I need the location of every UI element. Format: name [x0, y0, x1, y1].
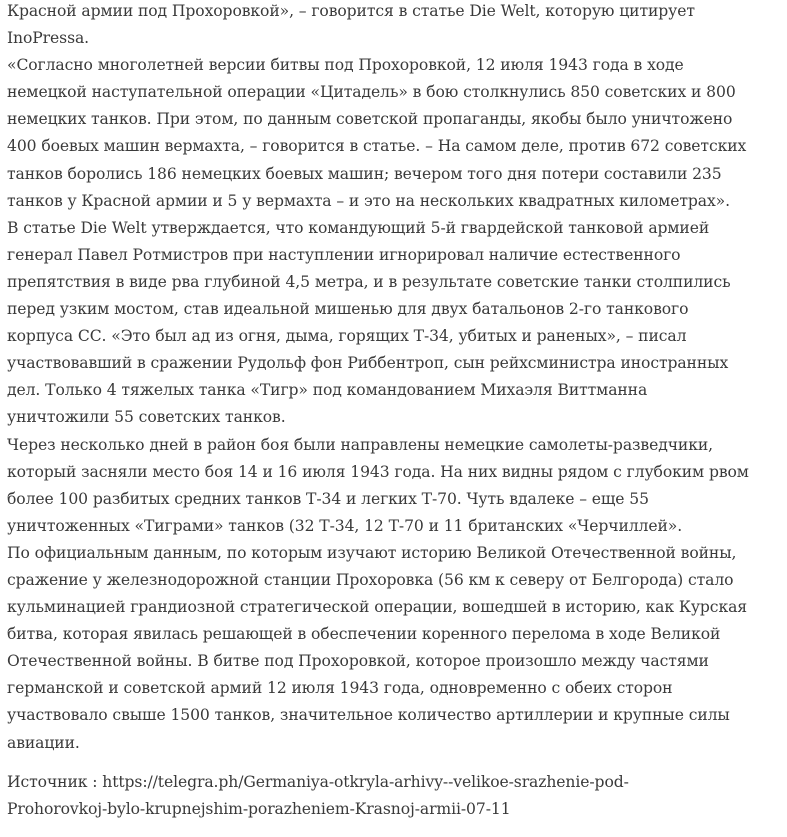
text-line: сражение у железнодорожной станции Прохоровка (56 км к северу от Белгорода) стало	[7, 570, 734, 589]
text-line: дел. Только 4 тяжелых танка «Тигр» под командованием Михаэля Виттманна	[7, 381, 648, 400]
text-line: генерал Павел Ротмистров при наступлении игнорировал наличие естественного	[7, 245, 681, 264]
text-line: танков у Красной армии и 5 у вермахта – и это на нескольких квадратных километрах».	[7, 191, 730, 210]
text-line: уничтожили 55 советских танков.	[7, 408, 286, 427]
text-line: InoPressa.	[7, 29, 90, 48]
source-line[interactable]: Источник : https://telegra.ph/Germaniya-otkryla-arhivy--velikoe-srazhenie-pod-	[7, 772, 629, 791]
text-line: более 100 разбитых средних танков Т-34 и легких Т-70. Чуть вдалеке – еще 55	[7, 489, 649, 508]
text-line: перед узким мостом, став идеальной мишенью для двух батальонов 2-го танкового	[7, 300, 689, 319]
text-line: корпуса СС. «Это был ад из огня, дыма, горящих Т-34, убитых и раненых», – писал	[7, 327, 687, 346]
source-line[interactable]: Prohorovkoj-bylo-krupnejshim-porazheniem-Krasnoj-armii-07-11	[7, 799, 511, 818]
text-line: битва, которая явилась решающей в обеспечении коренного перелома в ходе Великой	[7, 625, 721, 644]
text-line: танков боролись 186 немецких боевых машин; вечером того дня потери составили 235	[7, 164, 722, 183]
text-line: участвовавший в сражении Рудольф фон Риббентроп, сын рейхсминистра иностранных	[7, 354, 729, 373]
text-line: немецкой наступательной операции «Цитадель» в бою столкнулись 850 советских и 800	[7, 83, 736, 102]
text-line: авиации.	[7, 733, 80, 752]
text-line: уничтоженных «Тиграми» танков (32 Т-34, 12 Т-70 и 11 британских «Черчиллей».	[7, 516, 683, 535]
text-line: Красной армии под Прохоровкой», – говорится в статье Die Welt, которую цитирует	[7, 2, 695, 20]
text-line: кульминацией грандиозной стратегической операции, вошедшей в историю, как Курская	[7, 598, 748, 617]
text-line: германской и советской армий 12 июля 1943 года, одновременно с обеих сторон	[7, 679, 673, 698]
text-line: препятствия в виде рва глубиной 4,5 метра, и в результате советские танки столпились	[7, 272, 731, 291]
article-body	[7, 0, 783, 757]
text-line: который засняли место боя 14 и 16 июля 1943 года. На них видны рядом с глубоким рвом	[7, 462, 749, 481]
text-line: Через несколько дней в район боя были направлены немецкие самолеты-разведчики,	[7, 435, 714, 454]
text-line: Отечественной войны. В битве под Прохоровкой, которое произошло между частями	[7, 652, 709, 671]
text-line: немецких танков. При этом, по данным советской пропаганды, якобы было уничтожено	[7, 110, 733, 129]
source-citation	[7, 769, 783, 823]
text-line: По официальным данным, по которым изучают историю Великой Отечественной войны,	[7, 543, 737, 562]
text-line: участвовало свыше 1500 танков, значительное количество артиллерии и крупные силы	[7, 706, 730, 725]
text-line: «Согласно многолетней версии битвы под Прохоровкой, 12 июля 1943 года в ходе	[7, 56, 684, 75]
text-line: В статье Die Welt утверждается, что командующий 5-й гвардейской танковой армией	[7, 218, 710, 237]
text-line: 400 боевых машин вермахта, – говорится в статье. – На самом деле, против 672 советских	[7, 137, 747, 156]
